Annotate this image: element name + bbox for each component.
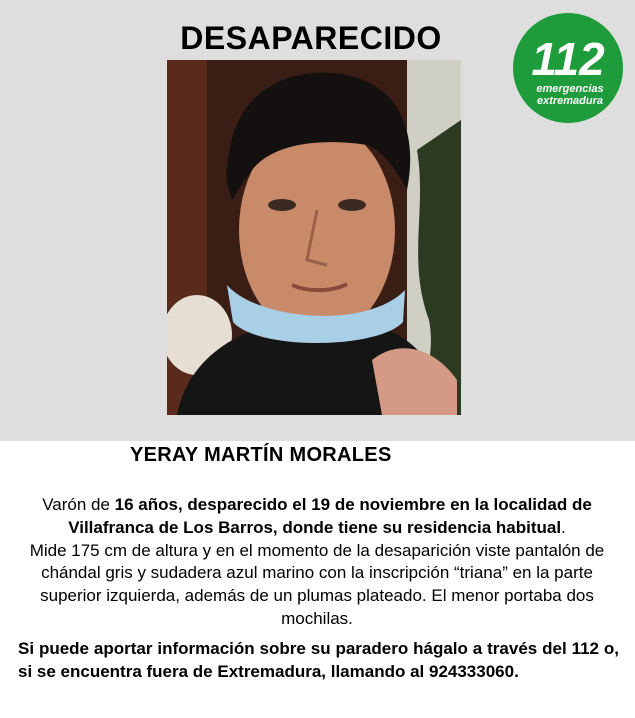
emergencias-112-logo — [513, 13, 623, 123]
portrait-image — [167, 60, 461, 415]
description-comma: , — [177, 495, 188, 514]
page-title: DESAPARECIDO — [180, 20, 442, 56]
contact-info: Si puede aportar información sobre su paradero hágalo a través del 112 o, si se encuentra fuera de Extremadura, llamando al 924333060. — [18, 639, 619, 681]
disappearance-text: desparecido el 19 de noviembre en la localidad de Villafranca de Los Barros, donde tiene su residencia habitual — [68, 495, 592, 537]
logo-line-2: extremadura — [536, 95, 604, 107]
missing-person-photo — [167, 60, 461, 415]
logo-number: 112 — [531, 33, 605, 85]
description-period: . — [561, 517, 566, 537]
description-text: Varón de — [42, 495, 115, 514]
person-name: YERAY MARTÍN MORALES — [130, 444, 392, 466]
clothing-details: Mide 175 cm de altura y en el momento de la desaparición viste pantalón de chándal gris y sudadera azul marino con la inscripción “triana” en la parte superior izquierda, además de un plumas plateado. El menor portaba dos mochilas. — [29, 540, 605, 628]
person-description — [18, 494, 616, 631]
logo-line-1: emergencias — [536, 83, 604, 95]
age-text: 16 años — [114, 495, 178, 514]
